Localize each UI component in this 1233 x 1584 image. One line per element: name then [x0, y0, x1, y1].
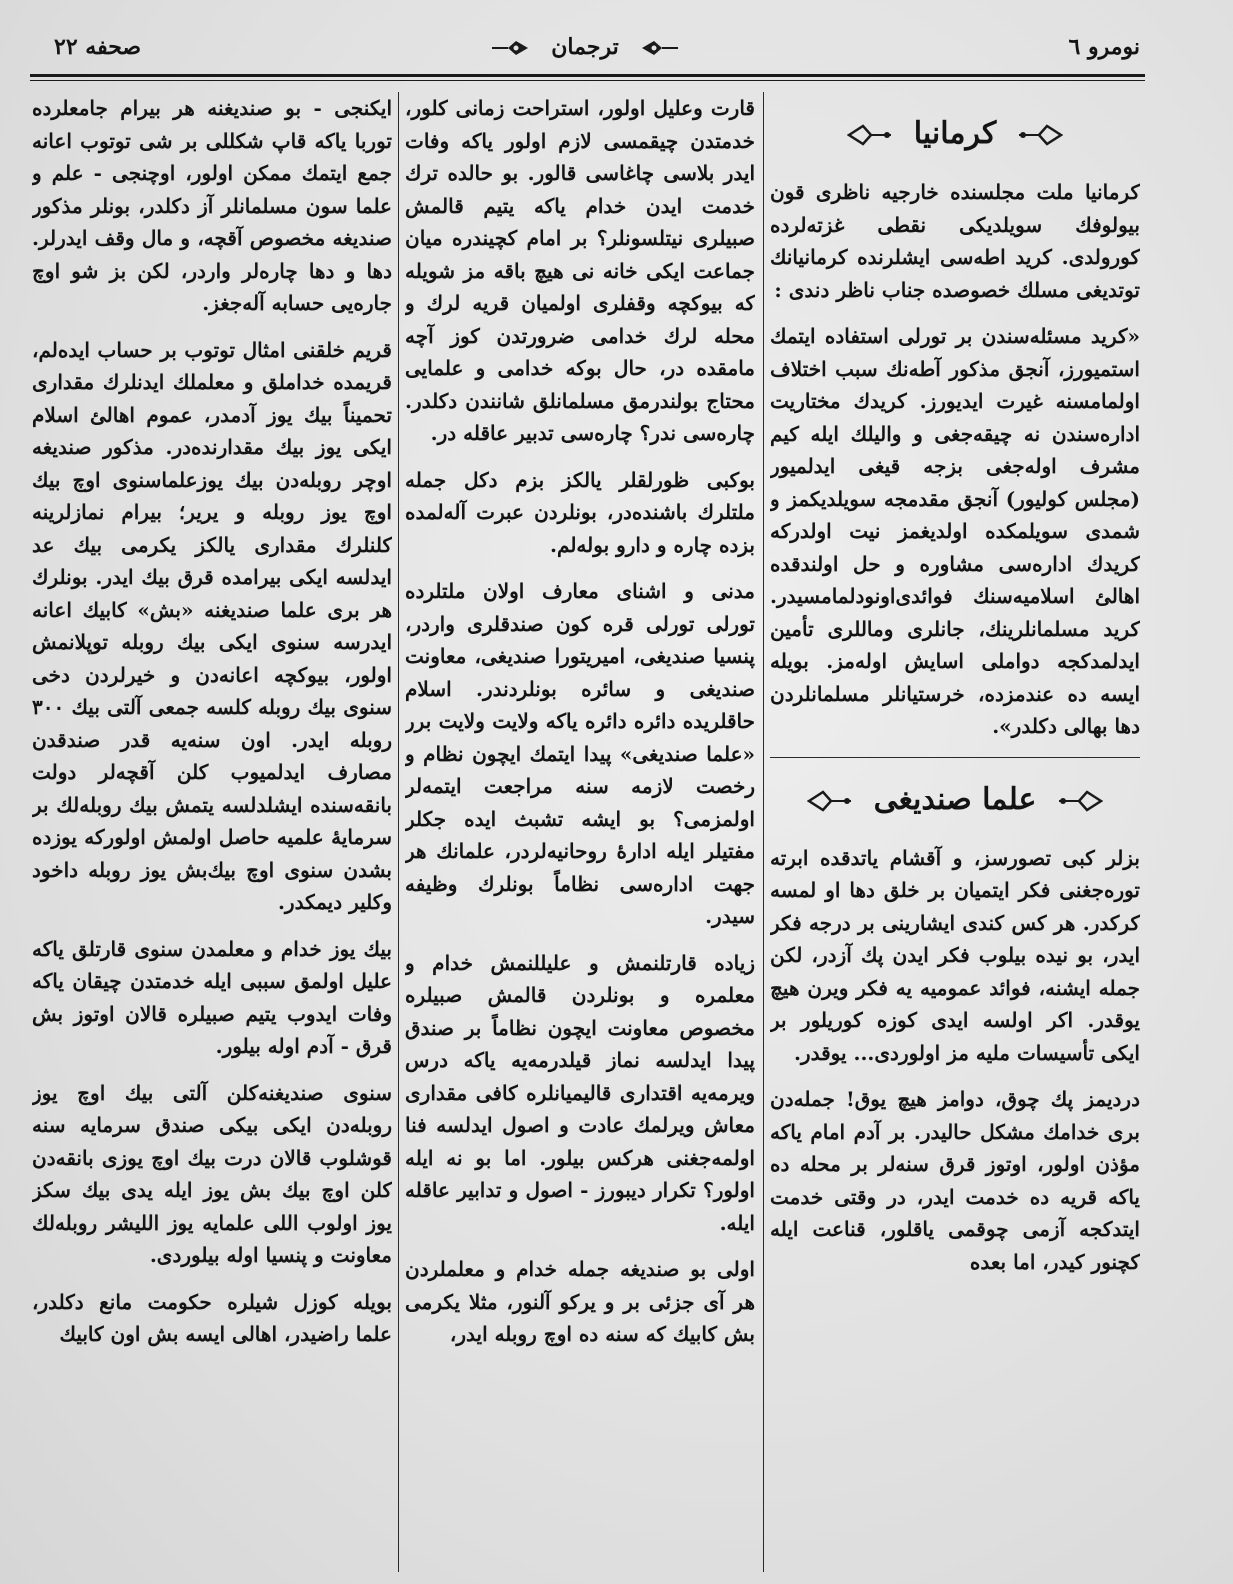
article-paragraph: بويله كوزل شيلره حكومت مانع دكلدر، علما راضيدر، اهالى ايسه بش اون كابيك [32, 1289, 392, 1346]
section-heading-ulema-fund [770, 780, 1140, 820]
section-title: علما صندیغی [873, 781, 1037, 817]
article-paragraph: زياده قارتلنمش و عليللنمش خدام و معلمره و بونلردن قالمش صبيلره مخصوص معاونت ايچون نظاماً بر صندق پيدا ايدلسه نماز قيلدرمه‌يه ياكه درس ويرمه‌يه اقتدارى قاليميانلره كافى مقدارى معاش ويرلمك عادت و اصول ايدلسه فنا اولمه‌جغنى هركس بيلور. اما بو نه ايله اولور؟ تكرار ديبورز - اصول و تدابير عاقله ايله. [405, 950, 755, 1235]
section-title: كرمانيا [913, 116, 997, 151]
article-paragraph: ايكنجى - بو صنديغنه هر بيرام جامعلرده توربا ياكه قاپ شكللى بر شى توتوب اعانه جمع ايتمك ممكن اولور، اوچنجى - علم و علما سون مسلمانلر آز دكلدر، بونلر مذكور صنديغه مخصوص آقچه، و مال وقف ايدرلر. دها و دها چاره‌لر واردر، لكن بز شو اوچ جاره‌يى حسابه آله‌جغز. [32, 96, 392, 315]
left-column [32, 92, 392, 1572]
article-paragraph: بزلر كبى تصورسز، و آقشام ياتدقده ابرته توره‌جغنى فكر ايتميان بر خلق دها او لمسه كركدر. هر كس كندى ايشارينى بر درجه فكر ايدر، بو نيده بيلوب فكر ايدن پك آزدر، لكن جمله ايشنه، فوائد عموميه يه فكر ويرن هيچ يوقدر. اكر اولسه ايدى كوزه كوريلور بر ايكى تأسيسات مليه مز اولوردى... يوقدر. [770, 845, 1140, 1065]
left-flourish-icon [640, 38, 680, 58]
article-paragraph: «كريد مسئله‌سندن بر تورلى استفاده ايتمك استميورز، آنجق مذكور آطه‌نك سبب اختلاف اولمامسنه غيرت ايديورز. كريدك مختاريت اداره‌سندن نه چيقه‌جغى و واليلك ايله كيم مشرف اوله‌جغى بزجه قيغى ايدلميور (مجلس كوليور) آنجق مقدمجه سويلديكمز و شمدى سويلمكده اولديغمز نيت اولدركه كريدك اداره‌سى مشاوره و حل اولندقده اهالئ اسلاميه‌سنك فوائدى‌اونودلمامسيدر. كريد مسلمانلرينك، جانلرى وماللرى تأمين ايدلمدكجه دواملى اسايش اوله‌مز. بويله ايسه ده عندمزده، خرستيانلر مسلمانلردن دها بهالى دكلدر». [770, 324, 1140, 738]
article-paragraph: سنوى صنديغنه‌كلن آلتى بيك اوچ يوز روبله‌دن ايكى بيكى صندق سرمايه سنه قوشلوب قالان درت بيك اوچ يوزى بانقه‌دن كلن اوچ بيك بش يوز ايله يدى بيك سكز يوز اولوب اللى علمايه يوز اللیشر روبله‌لك معاونت و پنسيا اوله بيلوردى. [32, 1080, 392, 1267]
masthead-rule [30, 74, 1145, 77]
heading-ornament-icon [1017, 122, 1063, 148]
article-paragraph: مدنى و اشناى معارف اولان ملتلرده تورلى تورلى قره كون صندقلرى واردر، پنسيا صنديغى، اميريتورا صنديغى، معاونت صنديغى و سائره بونلردندر. اسلام حاقلريده دائره دائره ياكه ولايت ولايت برر «علما صنديغى» پيدا ايتمك ايچون نظام و رخصت لازمه سنه مراجعت ايتمه‌لر اولمزمى؟ بو ايشه تشبث ايده جكلر مفتيلر ايله ادارهٔ روحانيه‌لردر، علمانك هر جهت اداره‌سى نظاماً بونلرك وظيفه سيدر. [405, 579, 755, 928]
paper-title-block [30, 34, 1140, 60]
article-paragraph: بيك يوز خدام و معلمدن سنوى قارتلق ياكه عليل اولمق سببى ايله خدمتدن چيقان ياكه وفات ايدوب يتيم صبيلره قالان اوتوز بش قرق - آدم اوله بيلور. [32, 936, 392, 1058]
paper-title: ترجمان [551, 34, 619, 60]
right-flourish-icon [490, 38, 530, 58]
page-number: صحفه ۲۲ [54, 34, 142, 60]
article-paragraph: كرمانيا ملت مجلسنده خارجيه ناظرى قون بيولوفك سويلديكى نقطى غزته‌لرده كورولدى. كريد اطه‌سى ايشلرنده كرمانيانك توتديغى مسلك خصوصده جناب ناظر دندى : [770, 180, 1140, 302]
article-paragraph: بوكبى ظورلقلر يالكز بزم دكل جمله ملتلرك باشنده‌در، بونلردن عبرت آله‌لمده بزده چاره و دارو بوله‌لم. [405, 467, 755, 557]
column-divider-left [398, 92, 399, 1572]
masthead [30, 30, 1140, 72]
article-paragraph: درديمز پك چوق، دوامز هيچ يوق! جمله‌دن برى خدامك مشكل حاليدر. بر آدم امام ياكه مؤذن اولور، اوتوز قرق سنه‌لر بر محله ده ياكه قريه ده خدمت ايدر، در وقتى خدمت ايتدكجه آزمى چوقمى ياقلور، قناعت ايله كچنور كيدر، اما بعده [770, 1087, 1140, 1274]
middle-column [405, 92, 755, 1572]
heading-ornament-icon [807, 788, 853, 814]
heading-ornament-icon [847, 122, 893, 148]
masthead-rule-thin [30, 80, 1145, 81]
article-paragraph: قريم خلقنى امثال توتوب بر حساب ايدەلم، قريمده خداملق و معلملك ايدنلرك مقدارى تحميناً بيك يوز آدمدر، عموم اهالئ اسلام ايكى يوز بيك مقدارنده‌در. مذكور صنديغه اوچر روبله‌دن بيك يوزعلماسنوى اوچ بيك اوچ يوز روبله و يرير؛ بيرام نمازلرينه كلنلرك مقدارى يالكز يكرمى بيك عد ايدلسه ايكى بيرامده قرق بيك ايدر. بونلرك هر برى علما صنديغنه «بش» كابيك اعانه ايدرسه سنوى ايكى بيك روبله توپلانمش اولور، بيوكچه اعانه‌دن و خيرلردن دخى سنوى بيك روبله كلسه جمعى آلتى بيك ۳۰۰ روبله ايدر. اون سنه‌يه قدر صندقدن مصارف ايدلميوب كلن آقچه‌لر دولت بانقه‌سنده ايشلدلسه يتمش بيك روبله‌لك بر سرمايهٔ علميه حاصل اولمش اولوركه يوزده بشدن سنوى اوچ بيك‌بش يوز روبله داخود وكلير ديمكدر. [32, 337, 392, 914]
issue-number: نومرو ٦ [1068, 34, 1140, 60]
right-column [770, 92, 1140, 1572]
column-divider-right [763, 92, 764, 1572]
article-paragraph: قارت وعليل اولور، استراحت زمانى كلور، خدمتدن چيقمسى لازم اولور ياكه وفات ايدر بلاسى چاغاسى قالور. بو حالده ترك خدمت ايدن خدام ياكه يتيم قالمش صبيلرى نيتلسونلر؟ بر امام كچيندره ميان جماعت ايكى خانه نى هيچ باقه مز شويله كه بيوكچه وقفلرى اولميان قريه لرك و محله لرك خدامى ضرورتدن كوز آچه مامقده در، حال بوكه خدامى و علمايى محتاج بولندرمق مسلمانلق شانندن دكلدر. چاره‌سى ندر؟ چاره‌سى تدبير عاقله در. [405, 96, 755, 445]
section-heading-kermania [770, 114, 1140, 154]
article-paragraph: اولى بو صنديغه جمله خدام و معلملردن هر آى جزئى بر و يركو آلنور، مثلا يكرمى بش كابيك كه سنه ده اوچ روبله ايدر، [405, 1257, 755, 1346]
section-rule [770, 757, 1140, 758]
heading-ornament-icon [1057, 788, 1103, 814]
